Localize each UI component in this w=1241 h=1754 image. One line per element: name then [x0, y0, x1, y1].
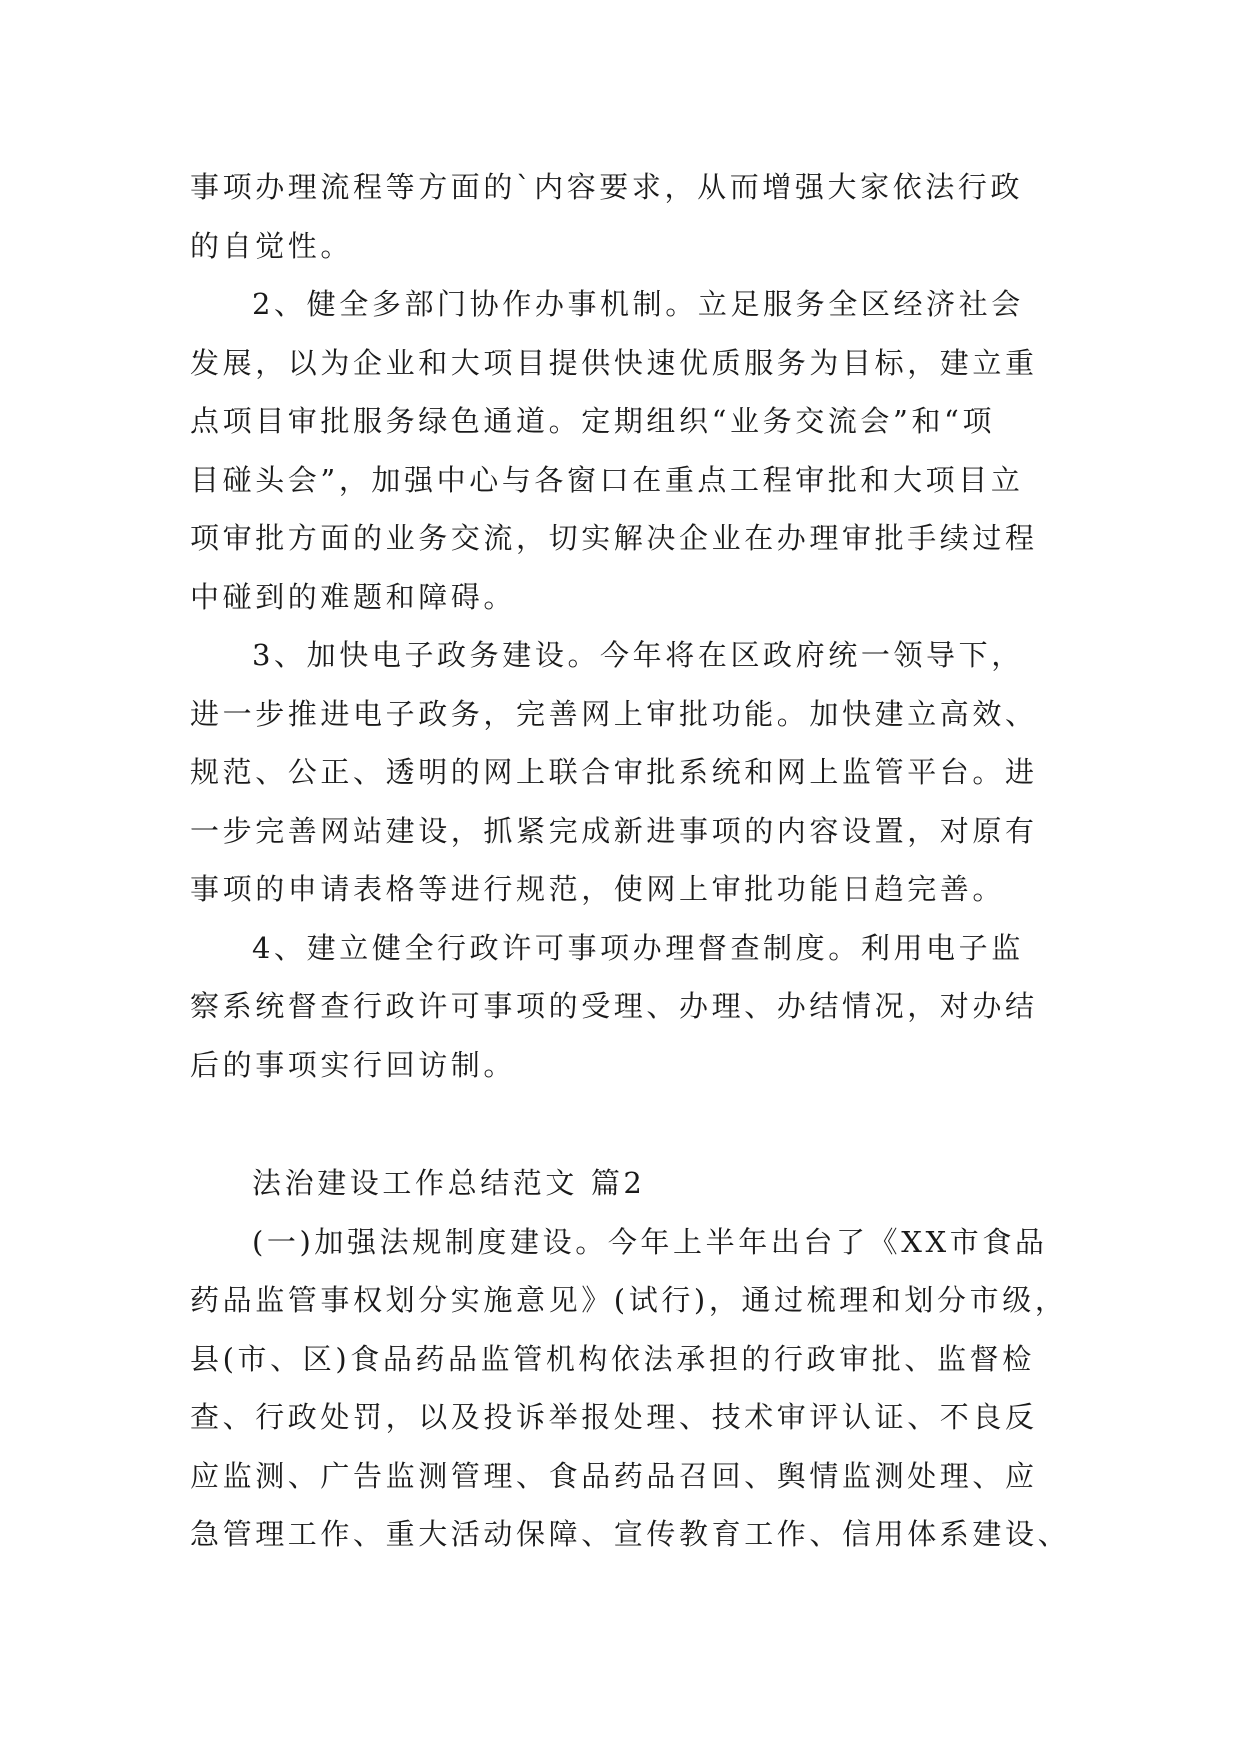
text-line: 进一步推进电子政务，完善网上审批功能。加快建立高效、 — [190, 696, 1038, 731]
text-line: 3、加快电子政务建设。今年将在区政府统一领导下， — [252, 638, 1024, 672]
text-line: 后的事项实行回访制。 — [190, 1047, 517, 1082]
text-line: 一步完善网站建设，抓紧完成新进事项的内容设置，对原有 — [190, 813, 1038, 848]
text-line: 项审批方面的业务交流，切实解决企业在办理审批手续过程 — [190, 521, 1038, 555]
text-line: 县(市、区)食品药品监管机构依法承担的行政审批、监督检 — [190, 1341, 1035, 1376]
paragraph-1 — [190, 158, 1060, 275]
section-title: 法治建设工作总结范文 篇2 — [252, 1166, 646, 1200]
paragraph-5 — [190, 1213, 1071, 1564]
document-page — [190, 158, 1071, 1564]
text-line: 应监测、广告监测管理、食品药品召回、舆情监测处理、应 — [190, 1458, 1038, 1493]
text-line: 点项目审批服务绿色通道。定期组织“业务交流会”和“项 — [190, 404, 996, 438]
text-line: 规范、公正、透明的网上联合审批系统和网上监管平台。进 — [190, 755, 1038, 789]
section-gap — [190, 1094, 1060, 1154]
text-line: 中碰到的难题和障碍。 — [190, 579, 517, 614]
text-line: 事项办理流程等方面的`内容要求，从而增强大家依法行政 — [190, 170, 1024, 204]
text-line: 事项的申请表格等进行规范，使网上审批功能日趋完善。 — [190, 872, 1006, 906]
text-line: 查、行政处罚，以及投诉举报处理、技术审评认证、不良反 — [190, 1400, 1038, 1434]
text-line: 察系统督查行政许可事项的受理、办理、办结情况，对办结 — [190, 989, 1038, 1023]
text-line: 发展，以为企业和大项目提供快速优质服务为目标，建立重 — [190, 345, 1038, 380]
paragraph-3 — [190, 626, 1060, 919]
text-line: 4、建立健全行政许可事项办理督查制度。利用电子监 — [252, 930, 1024, 965]
text-line: 药品监管事权划分实施意见》(试行)，通过梳理和划分市级， — [190, 1283, 1068, 1317]
text-line: 2、健全多部门协作办事机制。立足服务全区经济社会 — [252, 287, 1024, 321]
text-line: 的自觉性。 — [190, 228, 354, 263]
text-line: (一)加强法规制度建设。今年上半年出台了《XX市食品 — [252, 1224, 1048, 1259]
text-line: 目碰头会”，加强中心与各窗口在重点工程审批和大项目立 — [190, 462, 1024, 497]
paragraph-2 — [190, 275, 1060, 626]
paragraph-4 — [190, 919, 1060, 1095]
text-line: 急管理工作、重大活动保障、宣传教育工作、信用体系建设、 — [190, 1517, 1071, 1551]
